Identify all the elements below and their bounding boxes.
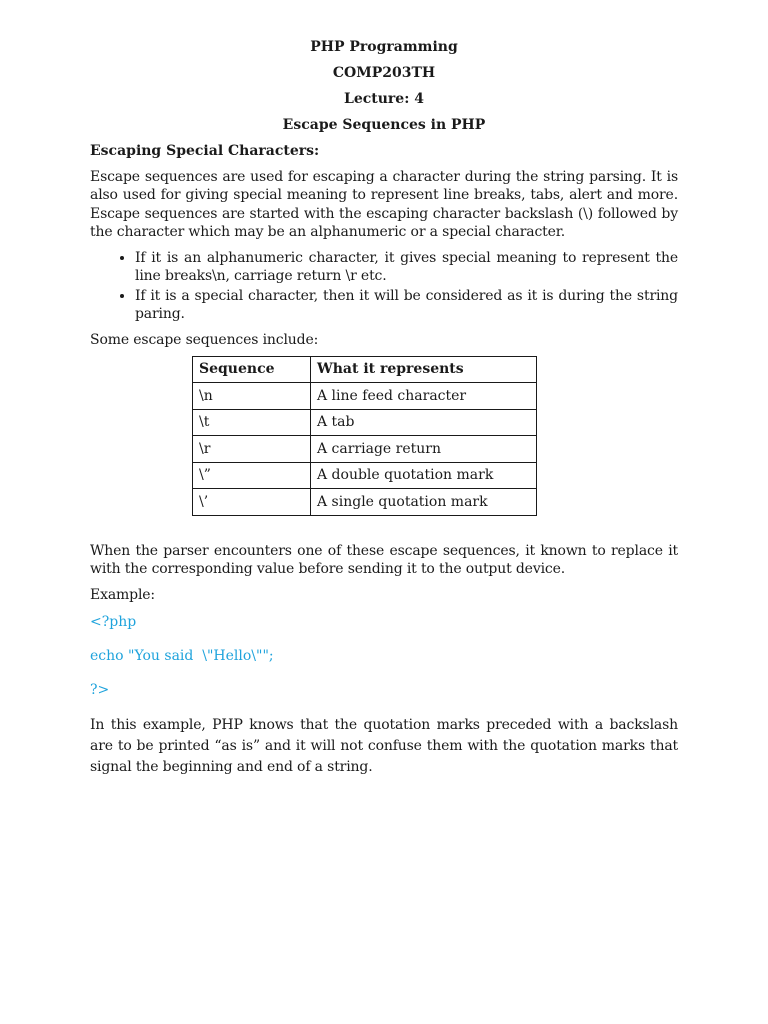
column-header-sequence: Sequence bbox=[193, 356, 311, 383]
code-line-open-tag: <?php bbox=[90, 613, 137, 630]
code-line-echo: echo "You said \"Hello\""; bbox=[90, 647, 274, 664]
sequence-cell: \t bbox=[193, 409, 311, 436]
bullet-item: • If it is an alphanumeric character, it gives special meaning to represent the line breaks\n, carriage return \r etc. bbox=[135, 249, 678, 286]
document-page bbox=[90, 34, 678, 778]
sequence-cell: \r bbox=[193, 436, 311, 463]
intro-paragraph: Escape sequences are used for escaping a character during the string parsing. It is also used for giving special meaning to represent line breaks, tabs, alert and more. Escape sequences are started with the escaping character backslash (\) followed by the character which may be an alphanumeric or a special character. bbox=[90, 169, 678, 240]
table-row bbox=[193, 489, 537, 516]
meaning-cell: A line feed character bbox=[311, 383, 537, 410]
sequence-cell: \’ bbox=[193, 489, 311, 516]
bullet-item: • If it is a special character, then it will be considered as it is during the string paring. bbox=[135, 287, 678, 324]
sequence-cell: \” bbox=[193, 462, 311, 489]
meaning-cell: A double quotation mark bbox=[311, 462, 537, 489]
table-row bbox=[193, 462, 537, 489]
table-header-row bbox=[193, 356, 537, 383]
conclusion-paragraph: In this example, PHP knows that the quotation marks preceded with a backslash are to be printed “as is” and it will not confuse them with the quotation marks that signal the beginning and end of a string. bbox=[90, 716, 678, 775]
course-title: PHP Programming bbox=[310, 39, 458, 55]
table-row bbox=[193, 436, 537, 463]
escape-sequence-table bbox=[192, 356, 537, 516]
course-code: COMP203TH bbox=[332, 65, 436, 81]
section-heading: Escaping Special Characters: bbox=[90, 143, 320, 159]
table-row bbox=[193, 409, 537, 436]
table-intro: Some escape sequences include: bbox=[90, 332, 319, 349]
parser-paragraph: When the parser encounters one of these escape sequences, it known to replace it with the corresponding value before sending it to the output device. bbox=[90, 542, 678, 577]
column-header-meaning: What it represents bbox=[311, 356, 537, 383]
topic-title: Escape Sequences in PHP bbox=[282, 117, 486, 133]
meaning-cell: A tab bbox=[311, 409, 537, 436]
meaning-cell: A single quotation mark bbox=[311, 489, 537, 516]
sequence-cell: \n bbox=[193, 383, 311, 410]
lecture-number: Lecture: 4 bbox=[344, 91, 424, 107]
bullet-list bbox=[90, 249, 678, 323]
example-label: Example: bbox=[90, 587, 155, 604]
code-line-close-tag: ?> bbox=[90, 681, 110, 698]
meaning-cell: A carriage return bbox=[311, 436, 537, 463]
table-row bbox=[193, 383, 537, 410]
